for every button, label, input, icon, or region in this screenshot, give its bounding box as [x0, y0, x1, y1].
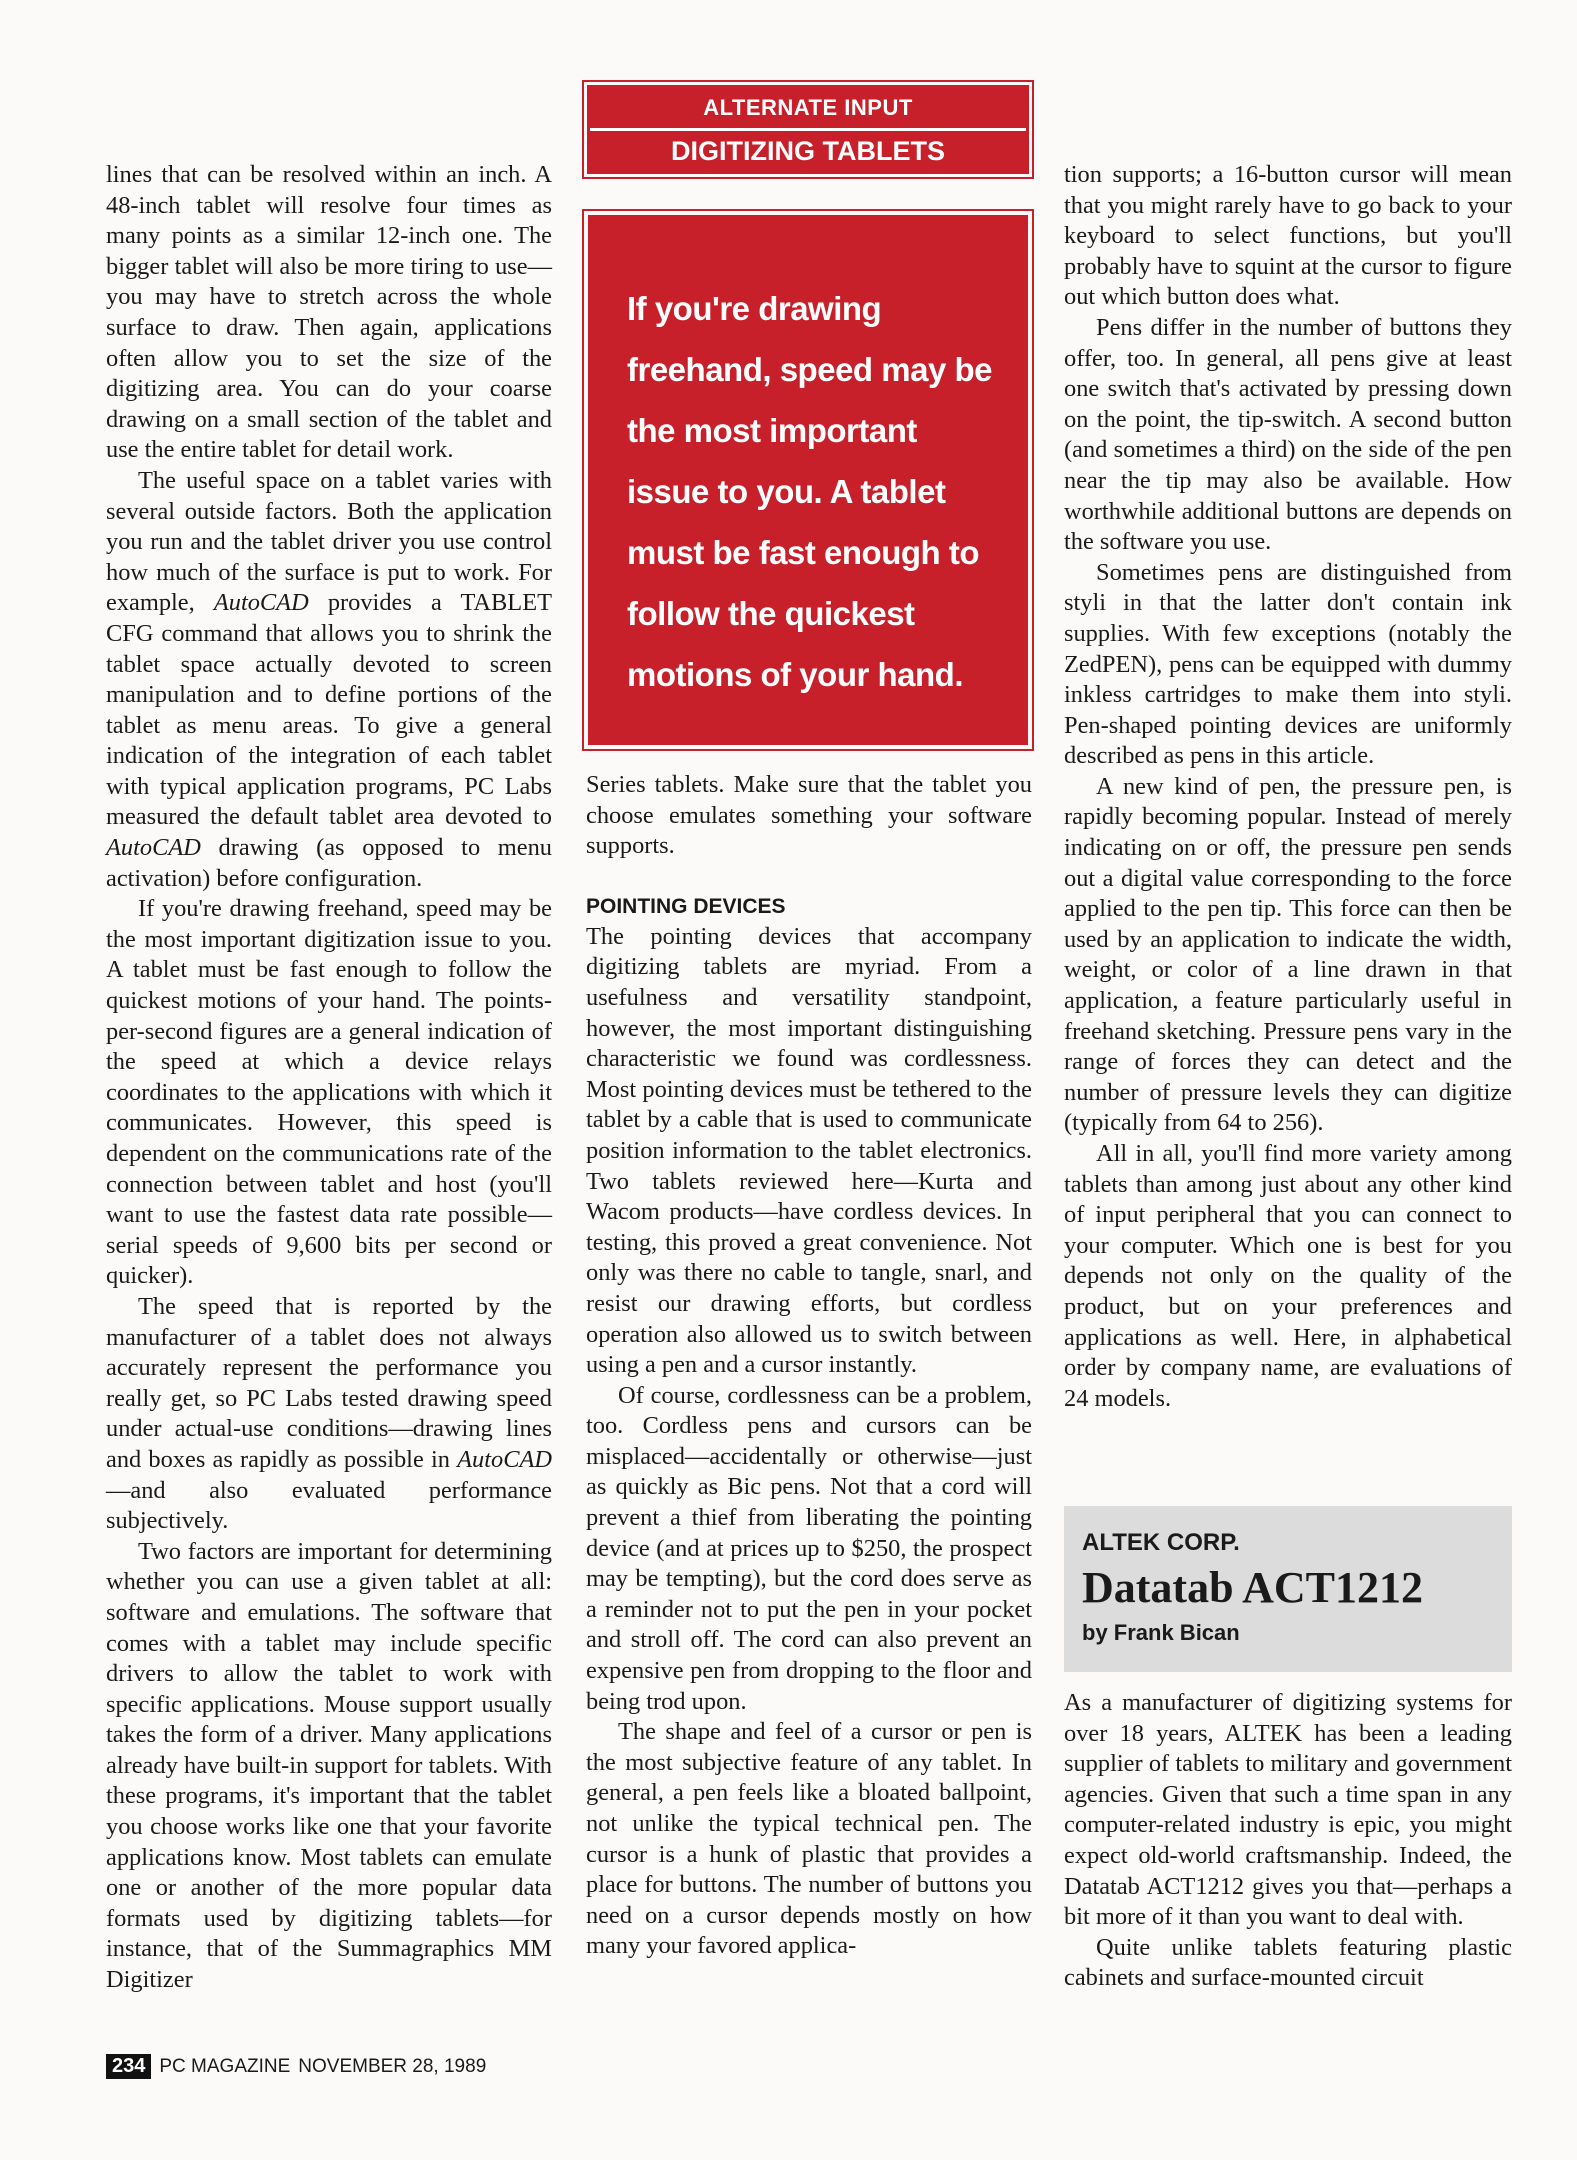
- paragraph: Pens differ in the number of buttons they offer, too. In general, all pens give at least one switch that's activated by pressing down on the point, the tip-switch. A second button (and sometimes a third) on the side of the pen near the tip may also be available. How worthwhile additional buttons are depends on the software you use.: [1064, 313, 1512, 556]
- review-body: [1064, 1688, 1512, 1994]
- review-byline: by Frank Bican: [1082, 1620, 1240, 1645]
- paragraph: Of course, cordlessness can be a problem, too. Cordless pens and cursors can be misplaced—accidentally or otherwise—just as quickly as Bic pens. Not that a cord will prevent a thief from liberating the pointing device (and at prices up to $250, the prospect may be tempting), but the cord does serve as a reminder not to put the pen in your pocket and stroll off. The cord can also prevent an expensive pen from dropping to the floor and being trod upon.: [586, 1381, 1032, 1715]
- column-2: [586, 770, 1032, 1962]
- column-3: [1064, 160, 1512, 1414]
- issue-date: NOVEMBER 28, 1989: [298, 2055, 487, 2077]
- app-name-autocad: AutoCAD: [106, 834, 201, 862]
- page-number: 234: [106, 2054, 151, 2079]
- paragraph: Sometimes pens are distinguished from styli in that the latter don't contain ink supplies. With few exceptions (notably the ZedPEN), pens can be equipped with dummy inkless cartridges to make them into styli. Pen-shaped pointing devices are uniformly described as pens in this article.: [1064, 558, 1512, 770]
- page-footer: [106, 2054, 486, 2079]
- banner-topic-label: DIGITIZING TABLETS: [671, 136, 945, 166]
- paragraph: Quite unlike tablets featuring plastic cabinets and surface-mounted circuit: [1064, 1933, 1512, 1992]
- review-product-title: Datatab ACT1212: [1082, 1563, 1424, 1612]
- paragraph: A new kind of pen, the pressure pen, is rapidly becoming popular. Instead of merely indicating on or off, the pressure pen sends out a digital value corresponding to the force applied to the pen tip. This force can then be used by an application to indicate the width, weight, or color of a line drawn in that application, a feature particularly useful in freehand sketching. Pressure pens vary in the range of forces they can detect and the number of pressure levels they can digitize (typically from 64 to 256).: [1064, 772, 1512, 1137]
- paragraph: All in all, you'll find more variety among tablets than among just about any other kind of input peripheral that you can connect to your computer. Which one is best for you depends not only on the quality of the product, but on your preferences and applications as well. Here, in alphabetical order by company name, are evaluations of 24 models.: [1064, 1140, 1512, 1412]
- paragraph: Two factors are important for determining whether you can use a given tablet at all: software and emulations. The software that comes with a tablet may include specific drivers to allow the tablet to work with specific applications. Mouse support usually takes the form of a driver. Many applications already have built-in support for tablets. With these programs, it's important that the tablet you choose works like one that your favorite applications know. Most tablets can emulate one or another of the more popular data formats used by digitizing tablets—for instance, that of the Summagraphics MM Digitizer: [106, 1537, 552, 1994]
- paragraph: The shape and feel of a cursor or pen is the most subjective feature of any tablet. In general, a pen feels like a bloated ballpoint, not unlike the typical technical pen. The cursor is a hunk of plastic that provides a place for buttons. The number of buttons you need on a cursor depends mostly on how many your favored applica-: [586, 1718, 1032, 1960]
- paragraph: The pointing devices that accompany digitizing tablets are myriad. From a usefulness and versatility standpoint, however, the most important distinguishing characteristic we found was cordlessness. Most pointing devices must be tethered to the tablet by a cable that is used to communicate position information to the tablet electronics. Two tablets reviewed here—Kurta and Wacom products—have cordless devices. In testing, this proved a great convenience. Not only was there no cable to tangle, snarl, and resist our drawing efforts, but cordless operation also allowed us to switch between using a pen and a cursor instantly.: [586, 922, 1032, 1379]
- paragraph: As a manufacturer of digitizing systems for over 18 years, ALTEK has been a leading supplier of tablets to military and government agencies. Given that such a time span in any computer-related industry is epic, you might expect old-world craftsmanship. Indeed, the Datatab ACT1212 gives you that—perhaps a bit more of it than you want to deal with.: [1064, 1689, 1512, 1931]
- publication-name: PC MAGAZINE: [159, 2055, 291, 2077]
- column-1: [106, 160, 552, 1996]
- paragraph: The speed that is reported by the manufacturer of a tablet does not always accurately represent the performance you really get, so PC Labs tested drawing speed under actual-use conditions—drawing lines and boxes as rapidly as possible in AutoCAD—and also evaluated performance subjectively.: [106, 1292, 552, 1535]
- paragraph: tion supports; a 16-button cursor will mean that you might rarely have to go back to your keyboard to select functions, but you'll probably have to squint at the cursor to figure out which button does what.: [1064, 161, 1512, 311]
- section-banner: [587, 85, 1029, 177]
- app-name-autocad: AutoCAD: [457, 1445, 552, 1473]
- review-header: [1064, 1506, 1512, 1672]
- pull-quote: [588, 215, 1028, 745]
- subheading-pointing-devices: POINTING DEVICES: [586, 894, 786, 918]
- paragraph: The useful space on a tablet varies with several outside factors. Both the application you run and the tablet driver you use control how much of the surface is put to work. For example, AutoCAD provides a TABLET CFG command that allows you to shrink the tablet space actually devoted to screen manipulation and to define portions of the tablet as menu areas. To give a general indication of the integration of each tablet with typical application programs, PC Labs measured the default tablet area devoted to AutoCAD drawing (as opposed to menu activation) before configuration.: [106, 466, 552, 892]
- review-company: ALTEK CORP.: [1082, 1529, 1240, 1556]
- pull-quote-text: If you're drawing freehand, speed may be the most important issue to you. A tablet must be fast enough to follow the quickest motions of your hand.: [627, 290, 992, 693]
- paragraph: lines that can be resolved within an inch. A 48-inch tablet will resolve four times as many points as a similar 12-inch one. The bigger tablet will also be more tiring to use—you may have to stretch across the whole surface to draw. Then again, applications often allow you to set the size of the digitizing area. You can do your coarse drawing on a small section of the tablet and use the entire tablet for detail work.: [106, 161, 552, 464]
- paragraph: Series tablets. Make sure that the tablet you choose emulates something your software supports.: [586, 771, 1032, 860]
- banner-section-label: ALTERNATE INPUT: [590, 88, 1026, 131]
- app-name-autocad: AutoCAD: [213, 589, 309, 617]
- paragraph: If you're drawing freehand, speed may be the most important digitization issue to you. A tablet must be fast enough to follow the quickest motions of your hand. The points-per-second figures are a general indication of the speed at which a device relays coordinates to the applications with which it communicates. However, this speed is dependent on the communications rate of the connection between tablet and host (you'll want to use the fastest data rate possible—serial speeds of 9,600 bits per second or quicker).: [106, 895, 552, 1290]
